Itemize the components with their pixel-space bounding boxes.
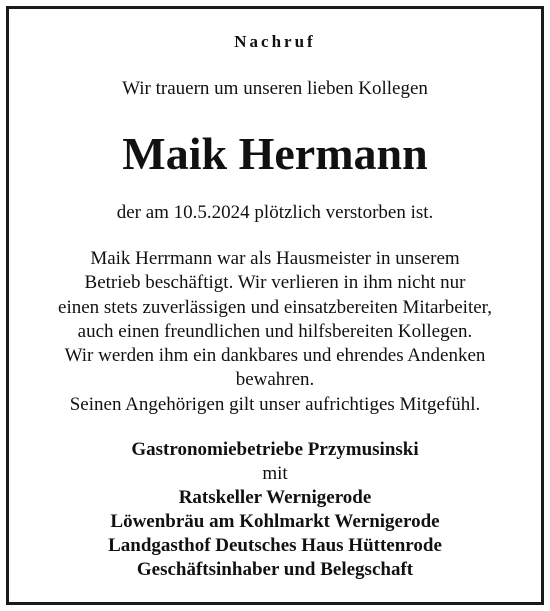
signer-connector: mit: [262, 463, 288, 484]
signer-line: Geschäftsinhaber und Belegschaft: [136, 559, 414, 580]
tribute-line: auch einen freundlichen und hilfsbereiten Kollegen.: [77, 320, 473, 342]
tribute-line: Maik Herrmann war als Hausmeister in unserem: [90, 248, 460, 269]
tribute-line: einen stets zuverlässigen und einsatzbereiten Mitarbeiter,: [58, 296, 492, 318]
signers-block: [0, 438, 550, 582]
signer-line: Löwenbräu am Kohlmarkt Wernigerode: [110, 511, 440, 532]
tribute-line: bewahren.: [235, 369, 315, 391]
date-line: der am 10.5.2024 plötzlich verstorben ist.: [116, 202, 434, 223]
signer-company: Gastronomiebetriebe Przymusinski: [131, 439, 419, 460]
tribute-text: [0, 247, 550, 417]
signer-line: Landgasthof Deutsches Haus Hüttenrode: [108, 535, 442, 556]
deceased-name: Maik Hermann: [122, 128, 428, 179]
tribute-line: Betrieb beschäftigt. Wir verlieren in ihm nicht nur: [84, 272, 466, 294]
signer-line: Ratskeller Wernigerode: [178, 487, 372, 508]
notice-header: Nachruf: [234, 32, 316, 51]
tribute-line: Seinen Angehörigen gilt unser aufrichtiges Mitgefühl.: [69, 393, 481, 415]
intro-line: Wir trauern um unseren lieben Kollegen: [122, 78, 428, 99]
tribute-line: Wir werden ihm ein dankbares und ehrendes Andenken: [64, 345, 486, 367]
